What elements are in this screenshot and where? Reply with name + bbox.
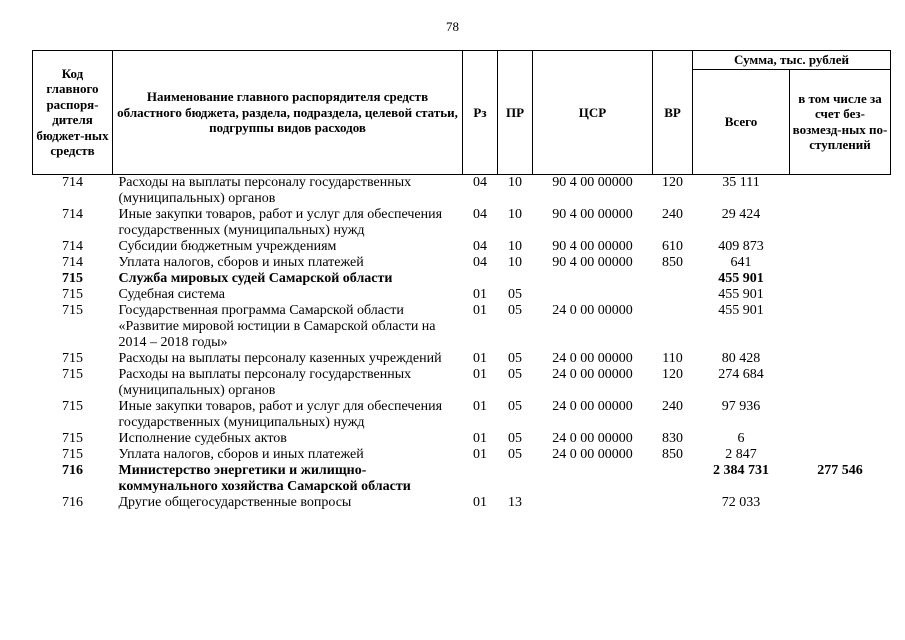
page-number: 78 — [446, 19, 459, 34]
cell-incl — [790, 287, 891, 303]
cell-pr — [498, 271, 533, 287]
cell-name: Служба мировых судей Самарской области — [118, 270, 393, 286]
cell-name: Расходы на выплаты персоналу казенных учреждений — [118, 350, 442, 366]
cell-name: Уплата налогов, сборов и иных платежей — [118, 446, 364, 462]
cell-code: 716 — [62, 462, 83, 478]
cell-incl — [790, 174, 891, 207]
cell-code: 714 — [62, 238, 83, 254]
cell-incl — [790, 431, 891, 447]
cell-incl — [790, 207, 891, 239]
cell-code: 715 — [62, 366, 83, 382]
cell-csr: 24 0 00 00000 — [552, 366, 633, 382]
cell-rz: 01 — [473, 350, 487, 366]
cell-name: Расходы на выплаты персоналу государственных (муниципальных) органов — [118, 174, 412, 206]
cell-code: 714 — [62, 174, 83, 190]
cell-name: Расходы на выплаты персоналу государственных (муниципальных) органов — [118, 366, 412, 398]
cell-rz: 01 — [473, 430, 487, 446]
cell-csr: 90 4 00 00000 — [552, 206, 633, 222]
cell-csr — [533, 271, 653, 287]
table-row — [33, 287, 891, 303]
cell-pr: 10 — [508, 174, 522, 190]
cell-incl — [790, 303, 891, 351]
cell-total: 455 901 — [718, 270, 764, 286]
table-row — [33, 255, 891, 271]
cell-vr: 120 — [662, 366, 683, 382]
table-row — [33, 174, 891, 207]
cell-pr: 05 — [508, 302, 522, 318]
cell-incl — [790, 447, 891, 463]
cell-vr: 240 — [662, 398, 683, 414]
cell-incl — [790, 351, 891, 367]
cell-rz: 04 — [473, 174, 487, 190]
cell-vr: 240 — [662, 206, 683, 222]
cell-name: Министерство энергетики и жилищно-коммунального хозяйства Самарской области — [118, 462, 411, 494]
cell-vr — [653, 271, 693, 287]
cell-pr: 05 — [508, 350, 522, 366]
cell-rz: 01 — [473, 366, 487, 382]
cell-rz: 01 — [473, 494, 487, 510]
cell-total: 97 936 — [721, 398, 761, 414]
cell-csr: 90 4 00 00000 — [552, 238, 633, 254]
cell-pr: 10 — [508, 206, 522, 222]
cell-vr: 830 — [662, 430, 683, 446]
cell-vr — [653, 303, 693, 351]
cell-code: 715 — [62, 302, 83, 318]
cell-vr: 850 — [662, 446, 683, 462]
cell-csr: 90 4 00 00000 — [552, 174, 633, 190]
cell-total: 29 424 — [721, 206, 761, 222]
budget-table — [32, 50, 891, 511]
cell-total: 2 847 — [725, 446, 757, 462]
cell-vr: 110 — [662, 350, 683, 366]
cell-vr: 610 — [662, 238, 683, 254]
cell-pr — [498, 463, 533, 495]
table-row — [33, 207, 891, 239]
col-header-total: Всего — [693, 69, 790, 174]
cell-name: Субсидии бюджетным учреждениям — [118, 238, 337, 254]
cell-incl — [790, 367, 891, 399]
cell-pr: 05 — [508, 366, 522, 382]
table-row — [33, 367, 891, 399]
cell-code: 715 — [62, 446, 83, 462]
cell-total: 2 384 731 — [713, 462, 769, 478]
cell-rz: 01 — [473, 398, 487, 414]
cell-rz: 01 — [473, 446, 487, 462]
cell-vr — [653, 495, 693, 511]
cell-incl — [790, 271, 891, 287]
col-header-code: Код главного распоря-дителя бюджет-ных средств — [33, 51, 113, 175]
cell-code: 714 — [62, 206, 83, 222]
cell-incl — [790, 399, 891, 431]
cell-name: Государственная программа Самарской области «Развитие мировой юстиции в Самарской области на 2014 – 2018 годы» — [118, 302, 436, 350]
cell-total: 455 901 — [718, 302, 764, 318]
cell-csr — [533, 495, 653, 511]
cell-rz — [463, 271, 498, 287]
cell-csr — [533, 287, 653, 303]
cell-csr: 24 0 00 00000 — [552, 446, 633, 462]
cell-code: 716 — [62, 494, 83, 510]
cell-rz: 04 — [473, 206, 487, 222]
cell-csr: 24 0 00 00000 — [552, 302, 633, 318]
cell-rz: 04 — [473, 238, 487, 254]
table-row — [33, 495, 891, 511]
cell-pr: 13 — [508, 494, 522, 510]
cell-name: Исполнение судебных актов — [118, 430, 287, 446]
cell-code: 715 — [62, 286, 83, 302]
cell-csr: 24 0 00 00000 — [552, 430, 633, 446]
cell-total: 6 — [737, 430, 745, 446]
table-row — [33, 351, 891, 367]
cell-name: Иные закупки товаров, работ и услуг для обеспечения государственных (муниципальных) нужд — [118, 398, 443, 430]
cell-csr: 90 4 00 00000 — [552, 254, 633, 270]
cell-vr — [653, 287, 693, 303]
cell-code: 714 — [62, 254, 83, 270]
cell-csr: 24 0 00 00000 — [552, 398, 633, 414]
cell-rz: 04 — [473, 254, 487, 270]
cell-vr: 850 — [662, 254, 683, 270]
table-row — [33, 303, 891, 351]
table-row — [33, 463, 891, 495]
col-header-pr: ПР — [498, 51, 533, 175]
cell-name: Судебная система — [118, 286, 225, 302]
cell-vr — [653, 463, 693, 495]
cell-incl — [790, 239, 891, 255]
cell-total: 409 873 — [718, 238, 764, 254]
cell-name: Другие общегосударственные вопросы — [118, 494, 352, 510]
col-header-incl: в том числе за счет без-возмезд-ных по-ступлений — [790, 69, 891, 174]
cell-total: 35 111 — [722, 174, 760, 190]
cell-rz: 01 — [473, 286, 487, 302]
col-header-rz: Рз — [463, 51, 498, 175]
cell-pr: 10 — [508, 238, 522, 254]
cell-pr: 10 — [508, 254, 522, 270]
cell-rz — [463, 463, 498, 495]
cell-pr: 05 — [508, 446, 522, 462]
cell-name: Уплата налогов, сборов и иных платежей — [118, 254, 364, 270]
cell-csr: 24 0 00 00000 — [552, 350, 633, 366]
cell-incl — [790, 495, 891, 511]
cell-vr: 120 — [662, 174, 683, 190]
table-row — [33, 447, 891, 463]
cell-incl — [790, 255, 891, 271]
cell-code: 715 — [62, 270, 83, 286]
cell-total: 641 — [730, 254, 752, 270]
cell-total: 72 033 — [721, 494, 761, 510]
cell-total: 80 428 — [721, 350, 761, 366]
col-header-vr: ВР — [653, 51, 693, 175]
col-header-csr: ЦСР — [533, 51, 653, 175]
cell-incl: 277 546 — [817, 462, 863, 478]
col-header-name: Наименование главного распорядителя средств областного бюджета, раздела, подраздела, целевой статьи, подгруппы видов расходов — [113, 51, 463, 175]
cell-code: 715 — [62, 398, 83, 414]
cell-rz: 01 — [473, 302, 487, 318]
table-row — [33, 399, 891, 431]
table-row — [33, 431, 891, 447]
table-row — [33, 239, 891, 255]
cell-pr: 05 — [508, 430, 522, 446]
cell-code: 715 — [62, 430, 83, 446]
cell-pr: 05 — [508, 286, 522, 302]
cell-csr — [533, 463, 653, 495]
table-row — [33, 271, 891, 287]
cell-total: 274 684 — [718, 366, 764, 382]
cell-code: 715 — [62, 350, 83, 366]
cell-total: 455 901 — [718, 286, 764, 302]
cell-name: Иные закупки товаров, работ и услуг для обеспечения государственных (муниципальных) нужд — [118, 206, 443, 238]
col-header-sum: Сумма, тыс. рублей — [693, 51, 891, 70]
cell-pr: 05 — [508, 398, 522, 414]
